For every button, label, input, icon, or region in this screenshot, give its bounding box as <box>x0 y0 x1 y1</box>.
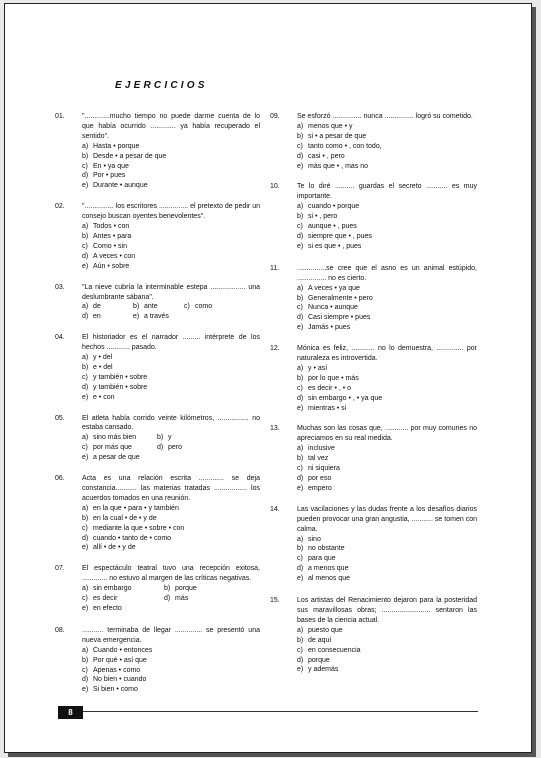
answer-option <box>297 444 477 454</box>
option-letter: a) <box>297 203 304 211</box>
answer-option <box>82 363 260 373</box>
option-letter: d) <box>297 394 304 402</box>
option-letter: c) <box>184 303 190 311</box>
option-letter: e) <box>82 182 89 190</box>
answer-option <box>297 374 477 384</box>
question-text: "............... los escritores ............... el pretexto de pedir un consejo buscan oyentes benevolentes". <box>82 203 260 221</box>
right-column <box>270 112 477 675</box>
answer-option <box>297 554 477 564</box>
option-letter: a) <box>297 445 304 453</box>
option-text: Jamás • pues <box>308 324 351 332</box>
answer-option <box>82 453 140 463</box>
option-letter: a) <box>297 122 304 130</box>
answer-option <box>297 212 477 222</box>
option-text: porque <box>308 656 330 664</box>
option-text: Casi siempre • pues <box>308 314 371 322</box>
answer-option <box>297 535 477 545</box>
option-text: por más que <box>93 444 132 452</box>
question-text: Muchas son las cosas que, ............ por muy comunes no apreciamos en su real medida. <box>297 425 477 443</box>
option-text: en la cual • de • y de <box>93 514 157 522</box>
question-number: 02. <box>55 203 65 211</box>
option-text: cuando • tanto de • como <box>93 534 172 542</box>
option-letter: e) <box>297 324 304 332</box>
option-text: por eso <box>308 475 332 482</box>
answer-option <box>82 242 260 252</box>
question-item <box>55 414 260 464</box>
option-letter: b) <box>82 152 89 160</box>
option-text: Todos • con <box>93 223 130 231</box>
option-text: Como • sin <box>93 242 127 250</box>
answer-option <box>82 443 157 453</box>
answer-option <box>297 564 477 574</box>
option-letter: b) <box>133 303 140 311</box>
answer-option <box>82 142 260 152</box>
option-letter: d) <box>82 172 89 180</box>
question-item <box>55 112 260 191</box>
answer-option <box>82 162 260 172</box>
option-letter: b) <box>157 434 164 442</box>
answer-option <box>297 646 477 656</box>
question-item <box>55 564 260 614</box>
option-letter: d) <box>82 676 89 684</box>
question-text: Acta es una relación escrita ............. se deja constancia........... las materias tratadas ................. los acuerdos tomados en una reunión. <box>82 475 260 502</box>
page-number: 8 <box>58 706 83 719</box>
option-letter: b) <box>297 132 304 140</box>
question-text: ........... terminaba de llegar .............. se presentó una nueva emergencia. <box>82 626 260 644</box>
option-letter: c) <box>82 162 88 170</box>
option-letter: d) <box>157 444 164 452</box>
option-letter: e) <box>82 604 89 612</box>
option-text: sin embargo • , • ya que <box>308 394 383 402</box>
option-text: Durante • aunque <box>93 182 148 190</box>
answer-option <box>297 242 477 252</box>
option-letter: e) <box>133 313 140 321</box>
question-number: 15. <box>270 597 280 605</box>
footer-rule <box>58 711 478 712</box>
question-number: 03. <box>55 283 65 291</box>
answer-option <box>82 393 260 403</box>
option-letter: a) <box>297 626 304 634</box>
option-letter: c) <box>297 646 303 654</box>
answer-row <box>82 453 260 463</box>
option-letter: e) <box>82 544 89 552</box>
option-text: no obstante <box>308 545 345 553</box>
option-text: si • , pero <box>308 213 338 221</box>
answer-option <box>297 394 477 404</box>
answer-option <box>82 232 260 242</box>
question-number: 06. <box>55 475 65 483</box>
option-letter: b) <box>82 363 89 371</box>
option-letter: c) <box>82 666 88 674</box>
answer-option <box>133 302 184 312</box>
question-text: ...............se cree que el asno es un animal estúpido, ............... no es cierto. <box>297 264 477 282</box>
question-item <box>270 505 477 584</box>
option-text: porque <box>175 585 197 593</box>
option-letter: e) <box>297 484 304 492</box>
option-text: e • con <box>93 393 115 401</box>
option-text: si • a pesar de que <box>308 132 367 140</box>
option-text: Por qué • así que <box>93 656 147 664</box>
answer-row <box>82 312 260 322</box>
answer-option <box>297 303 477 313</box>
option-letter: e) <box>297 162 304 170</box>
option-text: cuando • porque <box>308 203 360 211</box>
option-letter: a) <box>82 504 89 512</box>
option-text: pero <box>168 444 183 452</box>
question-text: Se esforzó ............... nunca ............... logró su cometido. <box>297 113 473 120</box>
option-text: siempre que • , pues <box>308 232 372 240</box>
option-letter: c) <box>297 142 303 150</box>
option-letter: b) <box>82 232 89 240</box>
option-text: es decir • , • o <box>308 384 352 392</box>
question-number: 13. <box>270 425 280 433</box>
answer-option <box>297 142 477 152</box>
option-letter: d) <box>82 534 89 542</box>
question-text: "La nieve cubría la interminable estepa .................. una deslumbrante sábana". <box>82 283 260 301</box>
option-letter: b) <box>297 374 304 382</box>
answer-option <box>297 152 477 162</box>
question-item <box>55 626 260 695</box>
option-letter: d) <box>297 152 304 160</box>
option-text: en la que • para • y también <box>93 504 179 512</box>
option-text: Apenas • como <box>93 666 141 674</box>
option-letter: b) <box>297 294 304 302</box>
question-text: Las vacilaciones y las dudas frente a los desafíos diarios pueden provocar una gran angustia, ........... se tomen con calma. <box>297 505 477 533</box>
answer-option <box>297 474 477 484</box>
question-text: Mónica es feliz, ............ no lo demuestra, .............. por naturaleza es introvertida. <box>297 345 477 363</box>
option-text: a través <box>144 313 169 321</box>
answer-option <box>82 594 164 604</box>
answer-option <box>297 294 477 304</box>
answer-row <box>82 433 260 443</box>
option-text: en <box>93 313 101 321</box>
question-text: El espectáculo teatral tuvo una recepción exitosa, ............. no estuvo al margen de las críticas negativas. <box>82 565 260 583</box>
option-text: a pesar de que <box>93 454 140 462</box>
question-number: 11. <box>270 264 280 272</box>
answer-option <box>82 222 260 232</box>
answer-option <box>157 443 182 453</box>
option-letter: d) <box>297 475 304 482</box>
option-letter: a) <box>297 284 304 292</box>
question-text: ".............mucho tiempo no puede darme cuenta de lo que había ocurrido ............. ya había recuperado el sentido". <box>82 113 260 140</box>
option-letter: c) <box>297 465 303 473</box>
option-letter: d) <box>82 313 89 321</box>
option-text: Aún • sobre <box>93 262 130 270</box>
option-text: e • del <box>93 363 113 371</box>
answer-option <box>184 302 212 312</box>
answer-option <box>82 543 260 553</box>
question-number: 10. <box>270 183 280 191</box>
option-letter: c) <box>297 555 303 563</box>
option-letter: c) <box>82 444 88 452</box>
option-letter: a) <box>82 646 89 654</box>
answer-option <box>297 384 477 394</box>
question-item <box>55 202 260 271</box>
answer-option <box>82 252 260 262</box>
option-letter: e) <box>82 262 89 270</box>
option-letter: a) <box>82 434 89 442</box>
option-letter: d) <box>297 314 304 322</box>
question-item <box>270 344 477 413</box>
answer-option <box>82 262 260 272</box>
answer-option <box>164 594 188 604</box>
option-letter: d) <box>82 252 89 260</box>
question-item <box>270 424 477 493</box>
question-number: 08. <box>55 626 65 634</box>
option-text: y • del <box>93 354 113 362</box>
answer-option <box>82 312 133 322</box>
answer-option <box>297 656 477 666</box>
option-text: en efecto <box>93 604 122 612</box>
question-number: 14. <box>270 505 280 513</box>
option-letter: d) <box>164 595 171 603</box>
option-text: Desde • a pesar de que <box>93 152 167 160</box>
answer-row <box>82 584 260 594</box>
answer-row <box>82 302 260 312</box>
page-title: EJERCICIOS <box>115 80 208 91</box>
option-letter: a) <box>82 354 89 362</box>
option-text: para que <box>308 555 336 563</box>
question-number: 04. <box>55 334 65 342</box>
option-text: Hasta • porque <box>93 142 140 150</box>
answer-option <box>82 152 260 162</box>
option-letter: b) <box>297 213 304 221</box>
question-number: 05. <box>55 414 65 422</box>
option-letter: b) <box>297 545 304 553</box>
question-item <box>55 283 260 323</box>
option-text: mientras • si <box>308 404 347 412</box>
answer-option <box>82 524 260 534</box>
answer-option <box>82 353 260 363</box>
option-text: inclusive <box>308 445 335 453</box>
answer-option <box>297 313 477 323</box>
answer-option <box>297 636 477 646</box>
question-text: El historiador es el narrador ......... intérprete de los hechos ............ pasado. <box>82 334 260 352</box>
option-letter: b) <box>297 636 304 644</box>
answer-option <box>82 534 260 544</box>
question-number: 01. <box>55 113 65 120</box>
answer-option <box>297 665 477 675</box>
answer-option <box>297 484 477 494</box>
option-text: A veces • con <box>93 252 136 260</box>
option-letter: e) <box>297 575 304 583</box>
option-letter: a) <box>297 535 304 543</box>
answer-option <box>297 364 477 374</box>
answer-option <box>297 464 477 474</box>
option-letter: c) <box>297 223 303 231</box>
left-column <box>55 112 260 695</box>
page-sheet <box>4 3 532 753</box>
question-text: Los artistas del Renacimiento dejaron para la posteridad sus maravillosas obras; ......................... sentaron las bases de la ciencia actual. <box>297 597 477 624</box>
option-text: sin embargo <box>93 585 132 593</box>
option-letter: a) <box>82 303 89 311</box>
question-number: 07. <box>55 565 65 573</box>
option-text: empero <box>308 484 332 492</box>
question-item <box>55 474 260 553</box>
option-text: al menos que <box>308 575 351 583</box>
answer-option <box>82 373 260 383</box>
option-text: tal vez <box>308 455 329 463</box>
option-text: No bien • cuando <box>93 676 147 684</box>
option-letter: d) <box>297 565 304 573</box>
option-text: mediante la que • sobre • con <box>93 524 185 532</box>
answer-option <box>82 656 260 666</box>
answer-option <box>82 171 260 181</box>
option-letter: e) <box>82 686 89 694</box>
option-letter: e) <box>297 666 304 674</box>
option-letter: e) <box>297 404 304 412</box>
option-text: a menos que <box>308 565 349 573</box>
option-letter: c) <box>82 242 88 250</box>
option-letter: d) <box>82 383 89 391</box>
option-letter: b) <box>82 656 89 664</box>
option-text: como <box>195 303 213 311</box>
answer-option <box>82 504 260 514</box>
option-text: puesto que <box>308 626 343 634</box>
option-letter: c) <box>297 384 303 392</box>
option-text: de aquí <box>308 636 332 644</box>
option-text: y además <box>308 666 339 674</box>
option-text: de <box>93 303 101 311</box>
option-text: y también • sobre <box>93 373 148 381</box>
answer-option <box>297 202 477 212</box>
answer-option <box>82 302 133 312</box>
option-letter: e) <box>82 454 89 462</box>
option-text: Generalmente • pero <box>308 294 373 302</box>
answer-option <box>297 404 477 414</box>
option-letter: e) <box>82 393 89 401</box>
answer-option <box>297 122 477 132</box>
option-letter: c) <box>82 595 88 603</box>
option-text: menos que • y <box>308 122 353 130</box>
option-text: sino más bien <box>93 434 137 442</box>
option-letter: b) <box>164 585 171 593</box>
option-text: En • ya que <box>93 162 129 170</box>
answer-option <box>82 666 260 676</box>
question-item <box>55 333 260 402</box>
answer-option <box>82 646 260 656</box>
option-letter: c) <box>82 373 88 381</box>
option-letter: c) <box>297 304 303 312</box>
option-text: Si bien • como <box>93 686 138 694</box>
option-letter: d) <box>297 232 304 240</box>
option-text: si es que • , pues <box>308 242 362 250</box>
option-text: y <box>168 434 172 442</box>
question-item <box>270 596 477 675</box>
answer-option <box>297 284 477 294</box>
option-text: en consecuencia <box>308 646 361 654</box>
answer-option <box>82 514 260 524</box>
option-text: ni siquiera <box>308 465 340 473</box>
answer-option <box>82 685 260 695</box>
option-letter: a) <box>82 223 89 231</box>
answer-row <box>82 443 260 453</box>
answer-option <box>297 323 477 333</box>
answer-option <box>297 222 477 232</box>
option-text: tanto como • , con todo, <box>308 142 382 150</box>
answer-option <box>297 232 477 242</box>
answer-option <box>297 132 477 142</box>
answer-option <box>82 604 122 614</box>
option-text: más <box>175 595 189 603</box>
option-letter: d) <box>297 656 304 664</box>
option-letter: b) <box>82 514 89 522</box>
question-number: 09. <box>270 113 280 120</box>
question-item <box>270 264 477 333</box>
option-text: más que • , mas no <box>308 162 369 170</box>
option-text: por lo que • más <box>308 374 359 382</box>
answer-option <box>82 675 260 685</box>
option-text: aunque • , pues <box>308 223 357 231</box>
option-text: es decir <box>93 595 118 603</box>
option-text: sino <box>308 535 321 543</box>
option-text: Por • pues <box>93 172 126 180</box>
answer-option <box>82 584 164 594</box>
answer-option <box>157 433 172 443</box>
answer-row <box>82 604 260 614</box>
question-item <box>270 112 477 171</box>
answer-option <box>82 433 157 443</box>
question-text: El atleta había corrido veinte kilómetros, ................ no estaba cansado. <box>82 414 260 432</box>
option-letter: a) <box>82 142 89 150</box>
question-text: Te lo diré .......... guardas el secreto ........... es muy importante. <box>297 183 477 201</box>
answer-option <box>164 584 197 594</box>
option-text: ante <box>144 303 158 311</box>
option-text: Nunca • aunque <box>308 304 358 312</box>
answer-option <box>133 312 169 322</box>
question-item <box>270 182 477 251</box>
option-text: A veces • ya que <box>308 284 360 292</box>
option-text: Cuando • entonces <box>93 646 153 654</box>
option-letter: a) <box>82 585 89 593</box>
option-text: allí • de • y de <box>93 544 136 552</box>
option-letter: e) <box>297 242 304 250</box>
question-number: 12. <box>270 345 280 353</box>
answer-option <box>297 544 477 554</box>
option-text: y • así <box>308 364 328 372</box>
option-text: y también • sobre <box>93 383 148 391</box>
answer-option <box>297 162 477 172</box>
answer-row <box>82 594 260 604</box>
option-text: casi • , pero <box>308 152 345 160</box>
option-letter: b) <box>297 455 304 463</box>
option-letter: a) <box>297 364 304 372</box>
answer-option <box>297 574 477 584</box>
option-text: Antes • para <box>93 232 132 240</box>
answer-option <box>82 383 260 393</box>
option-letter: c) <box>82 524 88 532</box>
answer-option <box>82 181 260 191</box>
answer-option <box>297 626 477 636</box>
answer-option <box>297 454 477 464</box>
